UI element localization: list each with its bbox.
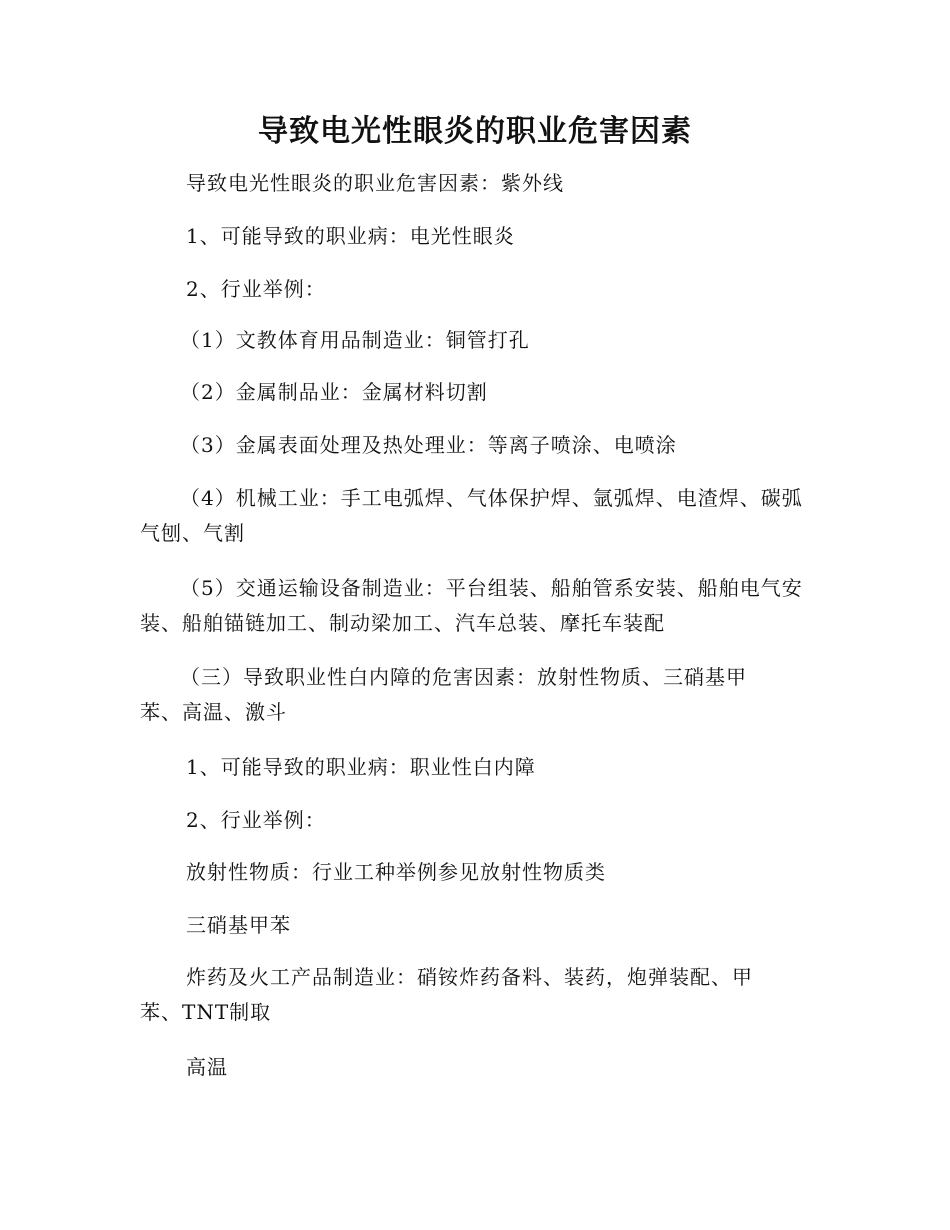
paragraph-radioactive: 放射性物质：行业工种举例参见放射性物质类 [186, 860, 606, 884]
document-title: 导致电光性眼炎的职业危害因素 [258, 114, 692, 149]
paragraph-industry-heading-2: 2、行业举例： [186, 808, 326, 832]
paragraph-industry-item-1: （1）文教体育用品制造业：铜管打孔 [180, 328, 530, 352]
paragraph-high-temp: 高温 [186, 1055, 228, 1079]
paragraph-explosives: 炸药及火工产品制造业：硝铵炸药备料、装药，炮弹装配、甲苯、TNT制取 [140, 965, 753, 1024]
paragraph-industry-item-5: （5）交通运输设备制造业：平台组装、船舶管系安装、船舶电气安装、船舶锚链加工、制动梁加工、汽车总装、摩托车装配 [140, 576, 803, 635]
paragraph-industry-item-4: （4）机械工业：手工电弧焊、气体保护焊、氩弧焊、电渣焊、碳弧气刨、气割 [140, 486, 803, 545]
paragraph-disease-1: 1、可能导致的职业病：电光性眼炎 [186, 224, 515, 248]
paragraph-disease-2: 1、可能导致的职业病：职业性白内障 [186, 755, 536, 779]
paragraph-tnt-heading: 三硝基甲苯 [186, 913, 291, 937]
paragraph-industry-item-2: （2）金属制品业：金属材料切割 [180, 380, 488, 404]
paragraph-industry-item-3: （3）金属表面处理及热处理业：等离子喷涂、电喷涂 [180, 433, 677, 457]
paragraph-industry-heading-1: 2、行业举例： [186, 277, 326, 301]
paragraph-cataract-factor: （三）导致职业性白内障的危害因素：放射性物质、三硝基甲苯、高温、激斗 [140, 665, 747, 724]
paragraph-uv-factor: 导致电光性眼炎的职业危害因素：紫外线 [186, 171, 564, 195]
